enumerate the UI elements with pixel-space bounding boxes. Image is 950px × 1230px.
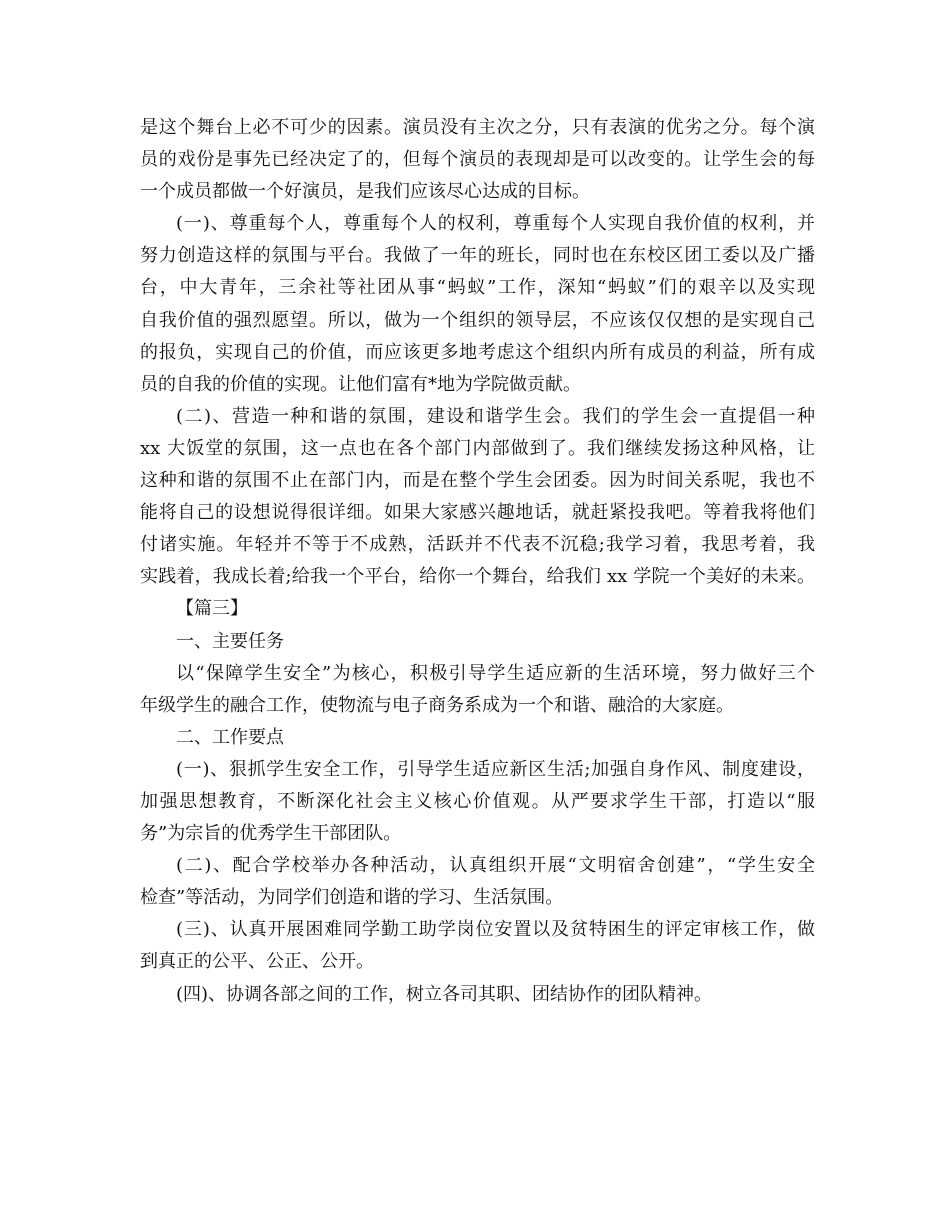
- text-line: 加强思想教育，不断深化社会主义核心价值观。从严要求学生干部，打造以“服: [140, 790, 815, 812]
- text-line: 到真正的公平、公正、公开。: [140, 951, 374, 973]
- text-line: xx 大饭堂的氛围，这一点也在各个部门内部做到了。我们继续发扬这种风格，让: [140, 437, 815, 459]
- text-line: 的报负，实现自己的价值，而应该更多地考虑这个组织内所有成员的利益，所有成: [140, 341, 815, 363]
- text-line: 是这个舞台上必不可少的因素。演员没有主次之分，只有表演的优劣之分。每个演: [140, 117, 815, 138]
- text-line: 努力创造这样的氛围与平台。我做了一年的班长，同时也在东校区团工委以及广播: [140, 245, 815, 267]
- text-line: 二、工作要点: [176, 726, 284, 748]
- text-line: 能将自己的设想说得很详细。如果大家感兴趣地话，就赶紧投我吧。等着我将他们: [140, 502, 815, 524]
- text-line: (二)、配合学校举办各种活动，认真组织开展“文明宿舍创建”，“学生安全: [176, 855, 815, 877]
- text-line: 以“保障学生安全”为核心，积极引导学生适应新的生活环境，努力做好三个: [176, 662, 815, 684]
- text-line: (二)、营造一种和谐的氛围，建设和谐学生会。我们的学生会一直提倡一种: [176, 405, 815, 427]
- text-line: 【篇三】: [176, 598, 248, 620]
- text-line: 员的戏份是事先已经决定了的，但每个演员的表现却是可以改变的。让学生会的每: [140, 149, 815, 171]
- text-line: 务”为宗旨的优秀学生干部团队。: [140, 823, 402, 845]
- text-line: 一、主要任务: [176, 630, 284, 652]
- text-line: (三)、认真开展困难同学勤工助学岗位安置以及贫特困生的评定审核工作，做: [176, 919, 815, 941]
- text-line: 付诸实施。年轻并不等于不成熟，活跃并不代表不沉稳;我学习着，我思考着，我: [140, 534, 815, 556]
- text-line: 台，中大青年，三余社等社团从事“蚂蚁”工作，深知“蚂蚁”们的艰辛以及实现: [140, 277, 815, 299]
- text-line: 年级学生的融合工作，使物流与电子商务系成为一个和谐、融洽的大家庭。: [140, 694, 734, 716]
- text-line: (四)、协调各部之间的工作，树立各司其职、团结协作的团队精神。: [176, 983, 713, 1005]
- text-line: 这种和谐的氛围不止在部门内，而是在整个学生会团委。因为时间关系呢，我也不: [140, 470, 815, 492]
- text-line: 检查”等活动，为同学们创造和谐的学习、生活氛围。: [140, 887, 564, 909]
- text-line: 员的自我的价值的实现。让他们富有*地为学院做贡献。: [140, 373, 581, 395]
- text-line: 实践着，我成长着;给我一个平台，给你一个舞台，给我们 xx 学院一个美好的未来。: [140, 566, 815, 588]
- text-line: (一)、尊重每个人，尊重每个人的权利，尊重每个人实现自我价值的权利，并: [176, 213, 815, 235]
- text-line: (一)、狠抓学生安全工作，引导学生适应新区生活;加强自身作风、制度建设，: [176, 758, 815, 780]
- document-body: [140, 112, 815, 1011]
- text-line: 一个成员都做一个好演员，是我们应该尽心达成的目标。: [140, 181, 590, 203]
- text-line: 自我价值的强烈愿望。所以，做为一个组织的领导层，不应该仅仅想的是实现自己: [140, 309, 815, 331]
